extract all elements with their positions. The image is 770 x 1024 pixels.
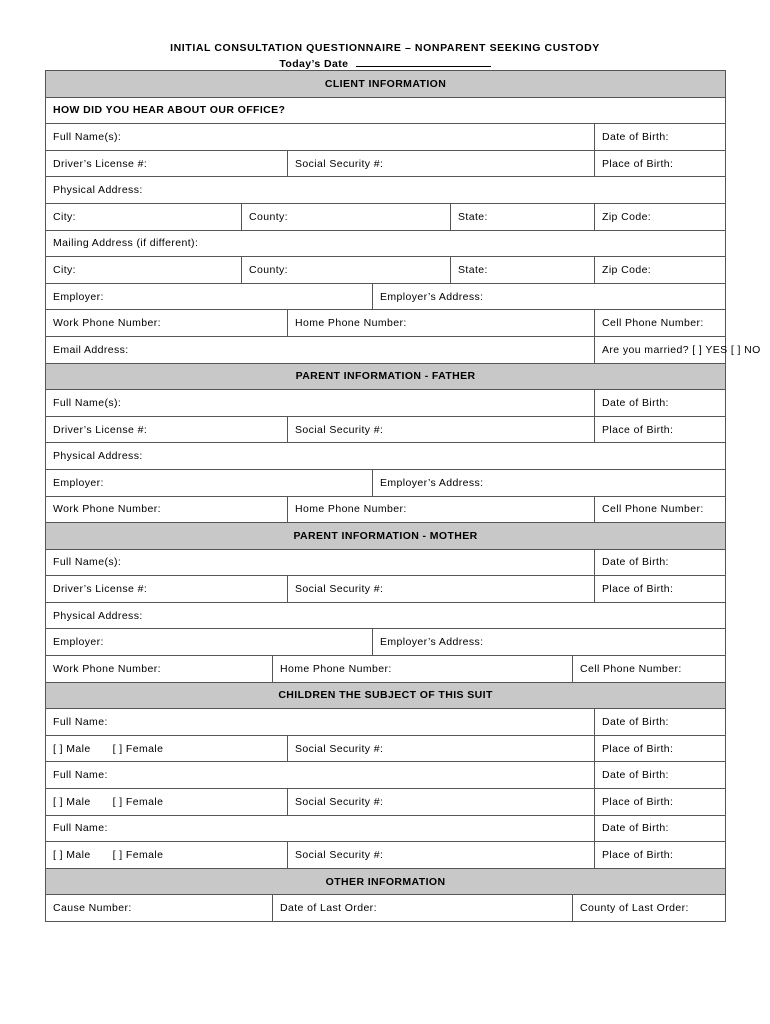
client-county-field[interactable]: County: — [242, 203, 451, 230]
todays-date-row — [0, 57, 770, 70]
child3-pob-field[interactable]: Place of Birth: — [595, 842, 726, 869]
father-section-header: PARENT INFORMATION - FATHER — [46, 363, 726, 390]
client-state-field[interactable]: State: — [451, 203, 595, 230]
client-married-field[interactable]: Are you married? [ ] YES [ ] NO — [595, 336, 726, 363]
mother-employer-field[interactable]: Employer: — [46, 629, 373, 656]
client-home-phone-field[interactable]: Home Phone Number: — [288, 310, 595, 337]
child3-ssn-field[interactable]: Social Security #: — [288, 842, 595, 869]
child1-dob-field[interactable]: Date of Birth: — [595, 709, 726, 736]
client-mailing-state-field[interactable]: State: — [451, 257, 595, 284]
male-checkbox[interactable]: [ ] Male — [53, 742, 91, 755]
client-employer-address-field[interactable]: Employer’s Address: — [373, 283, 726, 310]
mother-home-phone-field[interactable]: Home Phone Number: — [273, 656, 573, 683]
male-checkbox[interactable]: [ ] Male — [53, 795, 91, 808]
children-section-header: CHILDREN THE SUBJECT OF THIS SUIT — [46, 682, 726, 709]
county-of-last-order-field[interactable]: County of Last Order: — [573, 895, 726, 922]
client-city-field[interactable]: City: — [46, 203, 242, 230]
father-work-phone-field[interactable]: Work Phone Number: — [46, 496, 288, 523]
questionnaire-table — [45, 70, 761, 922]
child3-full-name-field[interactable]: Full Name: — [46, 815, 595, 842]
mother-dob-field[interactable]: Date of Birth: — [595, 549, 726, 576]
mother-employer-address-field[interactable]: Employer’s Address: — [373, 629, 726, 656]
father-full-name-field[interactable]: Full Name(s): — [46, 390, 595, 417]
document-title: INITIAL CONSULTATION QUESTIONNAIRE – NONPARENT SEEKING CUSTODY — [170, 42, 600, 54]
child2-pob-field[interactable]: Place of Birth: — [595, 789, 726, 816]
child2-ssn-field[interactable]: Social Security #: — [288, 789, 595, 816]
child3-dob-field[interactable]: Date of Birth: — [595, 815, 726, 842]
date-of-last-order-field[interactable]: Date of Last Order: — [273, 895, 573, 922]
client-email-field[interactable]: Email Address: — [46, 336, 595, 363]
client-dob-field[interactable]: Date of Birth: — [595, 124, 726, 151]
client-mailing-zip-field[interactable]: Zip Code: — [595, 257, 726, 284]
female-checkbox[interactable]: [ ] Female — [112, 795, 164, 808]
child2-full-name-field[interactable]: Full Name: — [46, 762, 595, 789]
client-zip-field[interactable]: Zip Code: — [595, 203, 726, 230]
client-mailing-address-field[interactable]: Mailing Address (if different): — [46, 230, 726, 257]
child2-dob-field[interactable]: Date of Birth: — [595, 762, 726, 789]
male-checkbox[interactable]: [ ] Male — [53, 849, 91, 862]
other-section-header: OTHER INFORMATION — [46, 868, 726, 895]
todays-date-label: Today’s Date — [279, 58, 349, 70]
child1-pob-field[interactable]: Place of Birth: — [595, 735, 726, 762]
client-full-name-field[interactable]: Full Name(s): — [46, 124, 595, 151]
client-hear-field[interactable]: HOW DID YOU HEAR ABOUT OUR OFFICE? — [46, 97, 726, 124]
child1-full-name-field[interactable]: Full Name: — [46, 709, 595, 736]
child3-sex-field[interactable] — [46, 842, 288, 869]
father-cell-phone-field[interactable]: Cell Phone Number: — [595, 496, 726, 523]
father-pob-field[interactable]: Place of Birth: — [595, 416, 726, 443]
mother-drivers-license-field[interactable]: Driver’s License #: — [46, 576, 288, 603]
child2-sex-field[interactable] — [46, 789, 288, 816]
client-mailing-county-field[interactable]: County: — [242, 257, 451, 284]
father-employer-address-field[interactable]: Employer’s Address: — [373, 469, 726, 496]
father-physical-address-field[interactable]: Physical Address: — [46, 443, 726, 470]
client-physical-address-field[interactable]: Physical Address: — [46, 177, 726, 204]
female-checkbox[interactable]: [ ] Female — [112, 849, 164, 862]
mother-cell-phone-field[interactable]: Cell Phone Number: — [573, 656, 726, 683]
mother-work-phone-field[interactable]: Work Phone Number: — [46, 656, 273, 683]
mother-full-name-field[interactable]: Full Name(s): — [46, 549, 595, 576]
client-pob-field[interactable]: Place of Birth: — [595, 150, 726, 177]
father-home-phone-field[interactable]: Home Phone Number: — [288, 496, 595, 523]
father-employer-field[interactable]: Employer: — [46, 469, 373, 496]
child1-ssn-field[interactable]: Social Security #: — [288, 735, 595, 762]
cause-number-field[interactable]: Cause Number: — [46, 895, 273, 922]
client-work-phone-field[interactable]: Work Phone Number: — [46, 310, 288, 337]
mother-physical-address-field[interactable]: Physical Address: — [46, 602, 726, 629]
todays-date-field[interactable] — [356, 57, 491, 67]
client-employer-field[interactable]: Employer: — [46, 283, 373, 310]
mother-ssn-field[interactable]: Social Security #: — [288, 576, 595, 603]
client-drivers-license-field[interactable]: Driver’s License #: — [46, 150, 288, 177]
client-mailing-city-field[interactable]: City: — [46, 257, 242, 284]
father-ssn-field[interactable]: Social Security #: — [288, 416, 595, 443]
mother-pob-field[interactable]: Place of Birth: — [595, 576, 726, 603]
child1-sex-field[interactable] — [46, 735, 288, 762]
client-ssn-field[interactable]: Social Security #: — [288, 150, 595, 177]
client-section-header: CLIENT INFORMATION — [46, 71, 726, 98]
client-cell-phone-field[interactable]: Cell Phone Number: — [595, 310, 726, 337]
female-checkbox[interactable]: [ ] Female — [112, 742, 164, 755]
father-dob-field[interactable]: Date of Birth: — [595, 390, 726, 417]
father-drivers-license-field[interactable]: Driver’s License #: — [46, 416, 288, 443]
mother-section-header: PARENT INFORMATION - MOTHER — [46, 523, 726, 550]
